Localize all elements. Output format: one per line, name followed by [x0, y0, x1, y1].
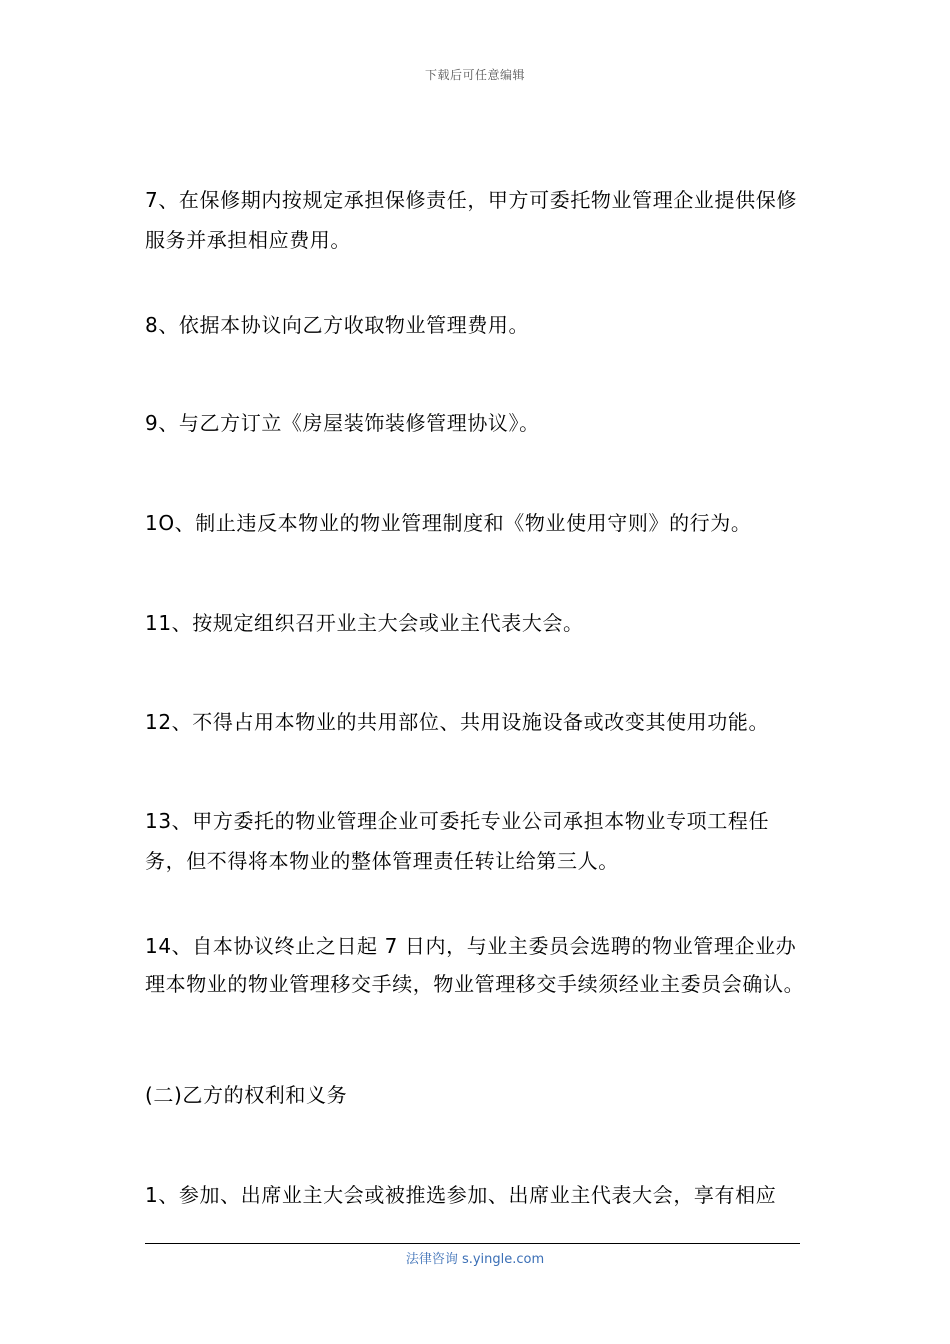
- footer-link[interactable]: 法律咨询 s.yingle.com: [405, 1252, 545, 1267]
- section-heading-party-b: (二)乙方的权利和义务: [145, 1083, 348, 1107]
- paragraph-8: 8、依据本协议向乙方收取物业管理费用。: [145, 313, 530, 337]
- paragraph-12: 12、不得占用本物业的共用部位、共用设施设备或改变其使用功能。: [145, 710, 770, 734]
- paragraph-7: 7、在保修期内按规定承担保修责任，甲方可委托物业管理企业提供保修服务并承担相应费用。: [145, 188, 797, 252]
- paragraph-13: 13、甲方委托的物业管理企业可委托专业公司承担本物业专项工程任务，但不得将本物业的整体管理责任转让给第三人。: [145, 809, 770, 873]
- footer-divider: [145, 1243, 800, 1244]
- paragraph-14: 14、自本协议终止之日起 7 日内，与业主委员会选聘的物业管理企业办理本物业的物业管理移交手续，物业管理移交手续须经业主委员会确认。: [145, 934, 805, 996]
- paragraph-9: 9、与乙方订立《房屋装饰装修管理协议》。: [145, 411, 540, 435]
- paragraph-b1: 1、参加、出席业主大会或被推选参加、出席业主代表大会，享有相应: [145, 1183, 777, 1207]
- paragraph-10: 1O、制止违反本物业的物业管理制度和《物业使用守则》的行为。: [145, 511, 752, 535]
- page-header: 下载后可任意编辑: [424, 68, 525, 82]
- paragraph-11: 11、按规定组织召开业主大会或业主代表大会。: [145, 611, 584, 635]
